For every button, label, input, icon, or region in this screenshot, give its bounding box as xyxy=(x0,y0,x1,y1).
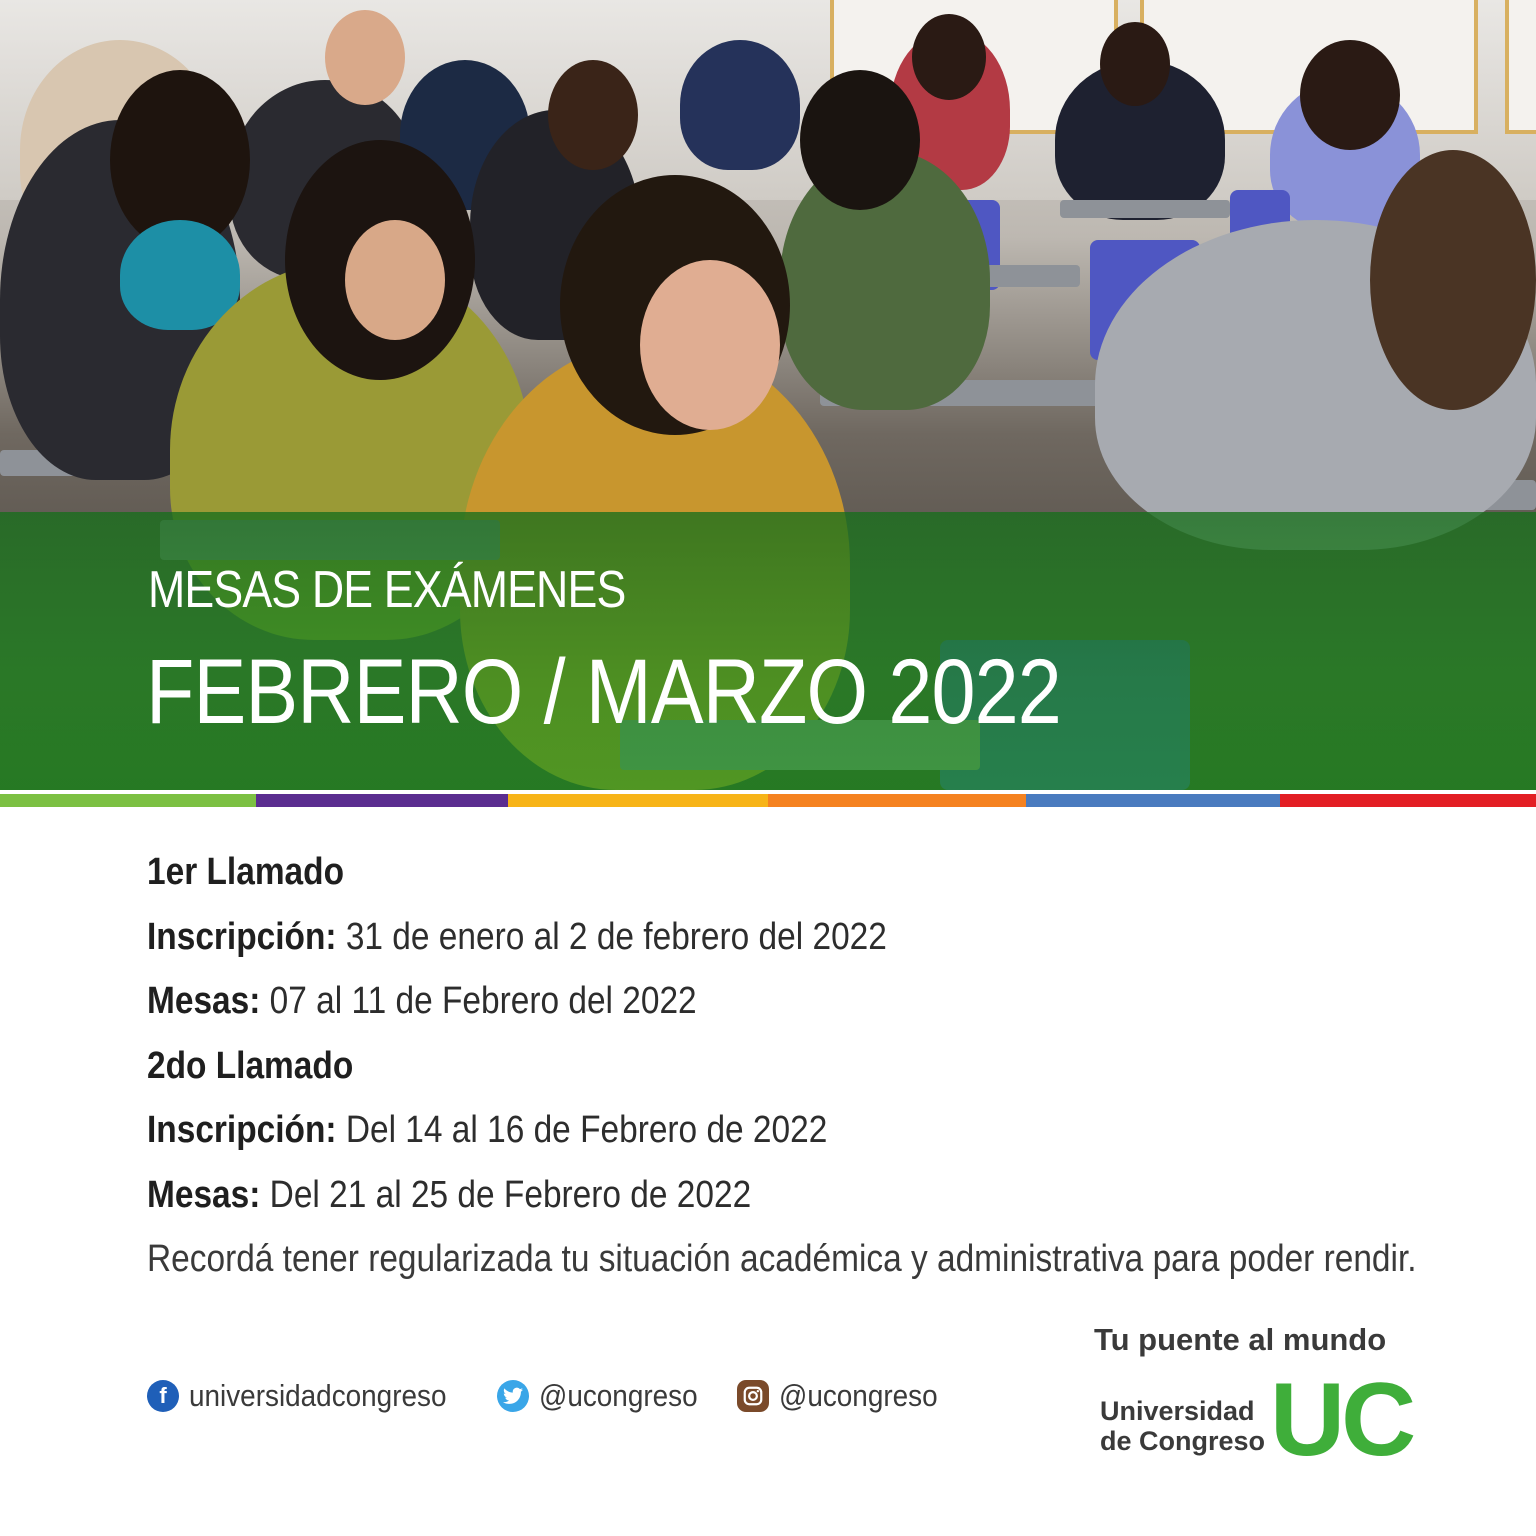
reminder-text: Recordá tener regularizada tu situación académica y administrativa para poder rendir. xyxy=(147,1238,1417,1280)
twitter-icon xyxy=(497,1380,529,1412)
stripe-segment xyxy=(1026,794,1280,807)
student xyxy=(680,40,800,170)
student-head xyxy=(1300,40,1400,150)
facebook-icon: f xyxy=(147,1380,179,1412)
student-head xyxy=(1370,150,1536,410)
student-head xyxy=(912,14,986,100)
uc-logo: UC xyxy=(1270,1362,1413,1478)
row-label: Mesas: xyxy=(147,1173,261,1216)
stripe-segment xyxy=(0,794,256,807)
registration-row xyxy=(147,910,1326,975)
window xyxy=(1505,0,1536,134)
student-face xyxy=(345,220,445,340)
color-stripe xyxy=(0,794,1536,807)
registration-row xyxy=(147,1103,1326,1168)
row-value: Del 14 al 16 de Febrero de 2022 xyxy=(345,1109,828,1151)
brand-name-line: de Congreso xyxy=(1100,1426,1266,1456)
student-face xyxy=(640,260,780,430)
row-value: 07 al 11 de Febrero del 2022 xyxy=(269,980,697,1022)
row-label: Mesas: xyxy=(147,980,261,1022)
twitter-handle: @ucongreso xyxy=(539,1378,698,1413)
social-links xyxy=(147,1378,978,1414)
instagram-camera-icon xyxy=(742,1385,764,1407)
row-value: Del 21 al 25 de Febrero de 2022 xyxy=(269,1173,752,1216)
student-head xyxy=(325,10,405,105)
brand-tagline: Tu puente al mundo xyxy=(1094,1322,1387,1357)
instagram-handle: @ucongreso xyxy=(779,1378,938,1413)
call-heading: 1er Llamado xyxy=(147,851,345,893)
facebook-handle: universidadcongreso xyxy=(189,1378,447,1413)
student-head xyxy=(1100,22,1170,106)
exam-dates-row xyxy=(147,1168,1326,1233)
scarf xyxy=(120,220,240,330)
stripe-segment xyxy=(256,794,508,807)
student-head xyxy=(800,70,920,210)
twitter-bird-icon xyxy=(503,1387,523,1405)
row-label: Inscripción: xyxy=(147,915,337,958)
stripe-segment xyxy=(508,794,768,807)
instagram-link[interactable] xyxy=(737,1378,955,1414)
desk xyxy=(1060,200,1230,218)
stripe-segment xyxy=(1280,794,1536,807)
brand-name-line: Universidad xyxy=(1100,1396,1255,1426)
row-value: 31 de enero al 2 de febrero del 2022 xyxy=(345,915,887,958)
instagram-icon xyxy=(737,1380,769,1412)
stripe-segment xyxy=(768,794,1026,807)
student-head xyxy=(548,60,638,170)
title-small: MESAS DE EXÁMENES xyxy=(148,561,626,619)
brand-name xyxy=(1100,1396,1265,1456)
facebook-link[interactable] xyxy=(147,1378,475,1414)
exam-dates-row xyxy=(147,974,1326,1039)
row-label: Inscripción: xyxy=(147,1109,337,1151)
schedule-info xyxy=(147,845,1487,1297)
call-heading: 2do Llamado xyxy=(147,1044,354,1087)
twitter-link[interactable] xyxy=(497,1378,715,1414)
title-large: FEBRERO / MARZO 2022 xyxy=(146,641,1061,743)
